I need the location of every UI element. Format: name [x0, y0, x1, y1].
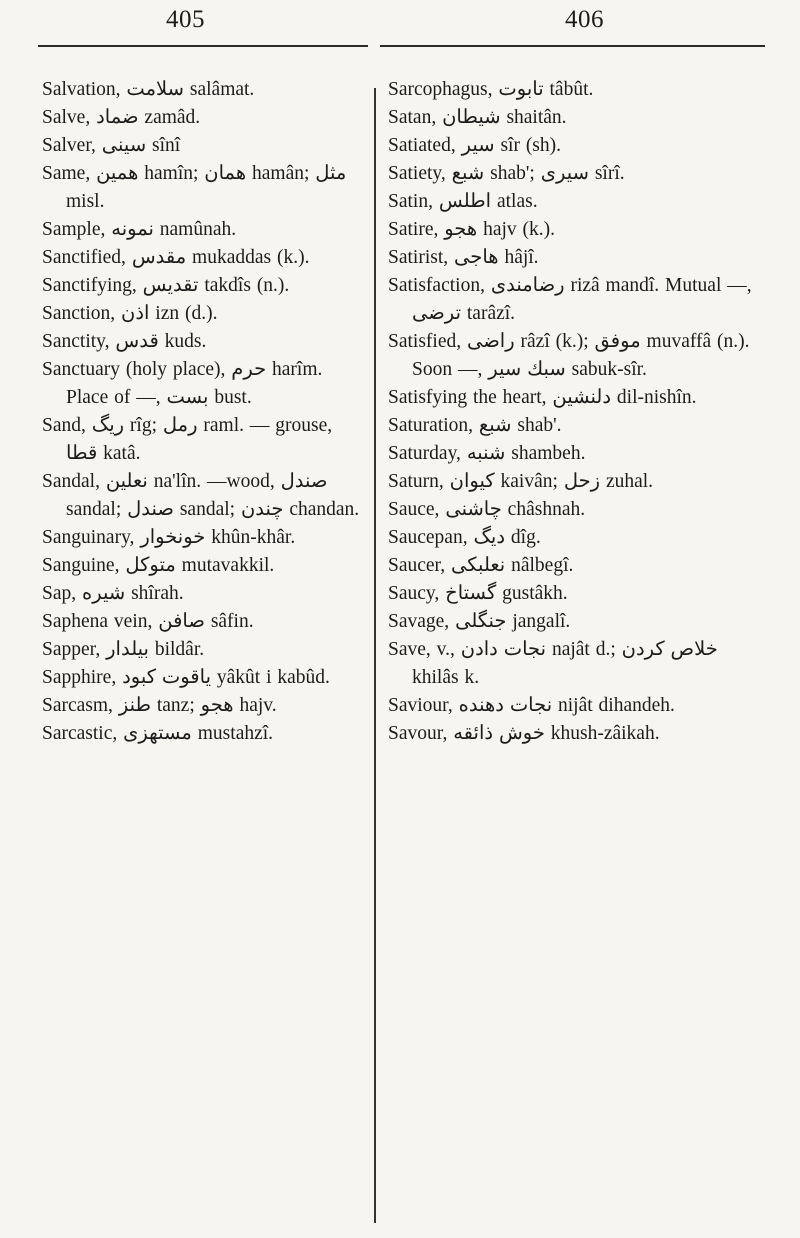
dictionary-entry: Sanguinary, خونخوار khûn-khâr.	[42, 527, 296, 548]
dictionary-entry: Sandal, نعلين na'lîn. —wood, صندل sandal; صندل sandal; چندن chandan.	[42, 471, 360, 520]
column-divider	[374, 88, 376, 1223]
header-rule-left	[38, 45, 368, 47]
page-number-left: 405	[166, 6, 205, 33]
dictionary-entry: Saucepan, ديگ dîg.	[388, 527, 541, 548]
page-number-right: 406	[565, 6, 604, 33]
dictionary-entry: Saucy, گستاخ gustâkh.	[388, 583, 568, 604]
dictionary-entry: Satisfied, راضى râzî (k.); موفق muvaffâ (n.). Soon —, سبك سير sabuk-sîr.	[388, 331, 750, 380]
dictionary-entry: Saturday, شنبه shambeh.	[388, 443, 586, 464]
dictionary-entry: Satisfaction, رضامندى rizâ mandî. Mutual —, ترضى tarâzî.	[388, 275, 752, 324]
dictionary-entry: Salver, سينى sînî	[42, 135, 181, 156]
dictionary-entry: Saucer, نعلبكى nâlbegî.	[388, 555, 574, 576]
dictionary-entry: Satirist, هاجى hâjî.	[388, 247, 539, 268]
dictionary-entry: Sanguine, متوكل mutavakkil.	[42, 555, 275, 576]
dictionary-entry: Salvation, سلامت salâmat.	[42, 79, 255, 100]
dictionary-entry: Saphena vein, صافن sâfin.	[42, 611, 254, 632]
dictionary-entry: Satiated, سير sîr (sh).	[388, 135, 562, 156]
dictionary-entry: Sanctified, مقدس mukaddas (k.).	[42, 247, 310, 268]
dictionary-entry: Savage, جنگلى jangalî.	[388, 611, 571, 632]
dictionary-entry: Satisfying the heart, دلنشين dil-nishîn.	[388, 387, 697, 408]
dictionary-entry: Sarcasm, طنز tanz; هجو hajv.	[42, 695, 277, 716]
dictionary-entry: Saviour, نجات دهنده nijât dihandeh.	[388, 695, 675, 716]
dictionary-entry: Savour, خوش ذائقه khush-zâikah.	[388, 723, 660, 744]
dictionary-entry: Sanctity, قدس kuds.	[42, 331, 207, 352]
dictionary-entry: Satan, شيطان shaitân.	[388, 107, 567, 128]
dictionary-entry: Sarcophagus, تابوت tâbût.	[388, 79, 594, 100]
dictionary-entry: Sand, ريگ rîg; رمل raml. — grouse, قطا katâ.	[42, 415, 333, 464]
dictionary-entry: Sanctifying, تقديس takdîs (n.).	[42, 275, 290, 296]
dictionary-entry: Sapper, بيلدار bildâr.	[42, 639, 205, 660]
dictionary-entry: Sample, نمونه namûnah.	[42, 219, 237, 240]
dictionary-entry: Satire, هجو hajv (k.).	[388, 219, 555, 240]
dictionary-entry: Same, همين hamîn; همان hamân; مثل misl.	[42, 163, 347, 212]
dictionary-entry: Sanction, اذن izn (d.).	[42, 303, 218, 324]
dictionary-entry: Sap, شيره shîrah.	[42, 583, 184, 604]
dictionary-entry: Saturation, شبع shab'.	[388, 415, 562, 436]
dictionary-entry: Sanctuary (holy place), حرم harîm. Place of —, بست bust.	[42, 359, 323, 408]
header-rule-right	[380, 45, 765, 47]
left-column	[42, 76, 364, 748]
dictionary-entry: Saturn, كيوان kaivân; زحل zuhal.	[388, 471, 654, 492]
dictionary-entry: Sarcastic, مستهزى mustahzî.	[42, 723, 274, 744]
dictionary-entry: Satin, اطلس atlas.	[388, 191, 538, 212]
dictionary-entry: Satiety, شبع shab'; سيرى sîrî.	[388, 163, 625, 184]
right-column	[388, 76, 768, 748]
dictionary-entry: Sauce, چاشنى châshnah.	[388, 499, 586, 520]
dictionary-entry: Sapphire, ياقوت كبود yâkût i kabûd.	[42, 667, 330, 688]
dictionary-entry: Save, v., نجات دادن najât d.; خلاص كردن khilâs k.	[388, 639, 718, 688]
dictionary-entry: Salve, ضماد zamâd.	[42, 107, 201, 128]
